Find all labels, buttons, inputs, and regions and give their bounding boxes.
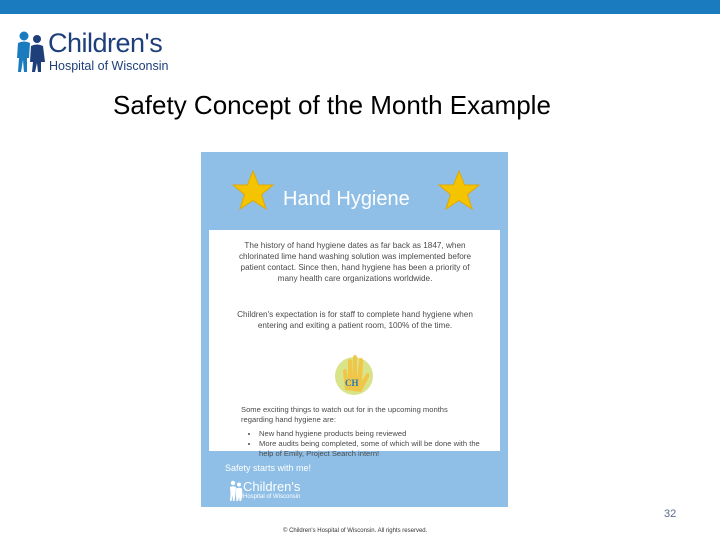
poster-logo-subtitle: Hospital of Wisconsin xyxy=(243,494,301,500)
family-figures-icon xyxy=(229,480,243,502)
bullet-item: • New hand hygiene products being reviewed xyxy=(259,429,495,439)
hand-hygiene-poster xyxy=(201,152,508,507)
poster-paragraph-history: The history of hand hygiene dates as far back as 1847, when chlorinated lime hand washing solution was implemented before patient contact. Since then, hand hygiene has been a priority of many health care organizations worldwide. xyxy=(238,241,472,283)
poster-upcoming-text: Some exciting things to watch out for in the upcoming months regarding hand hygiene are: xyxy=(241,405,448,424)
poster-tagline: Safety starts with me! xyxy=(225,463,312,473)
bullet-item: • More audits being completed, some of which will be done with the help of Emily, Project Search intern! xyxy=(259,439,495,459)
family-figures-icon xyxy=(16,30,48,74)
logo-subtitle: Hospital of Wisconsin xyxy=(49,59,169,73)
poster-logo-name: Children's xyxy=(243,479,301,494)
slide-title: Safety Concept of the Month Example xyxy=(113,90,551,120)
poster-bullet-list xyxy=(249,429,495,459)
logo-name: Children's xyxy=(48,28,163,58)
childrens-hospital-logo xyxy=(16,30,176,76)
copyright-text: © Children's Hospital of Wisconsin. All rights reserved. xyxy=(283,528,428,534)
poster-paragraph-expectation: Children's expectation is for staff to complete hand hygiene when entering and exiting a patient room, 100% of the time. xyxy=(237,310,473,330)
svg-text:CH: CH xyxy=(345,378,359,388)
poster-title: Hand Hygiene xyxy=(283,188,410,210)
top-accent-bar xyxy=(0,0,720,14)
star-icon xyxy=(437,170,481,212)
star-icon xyxy=(231,170,275,212)
page-number: 32 xyxy=(664,508,677,520)
poster-hospital-logo xyxy=(229,480,349,504)
handprint-logo-icon xyxy=(333,350,375,398)
